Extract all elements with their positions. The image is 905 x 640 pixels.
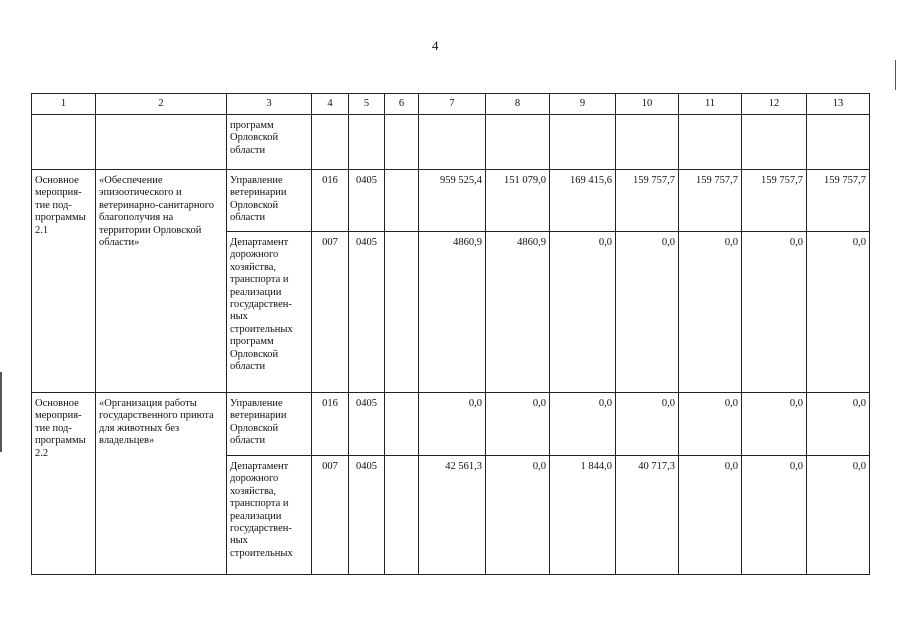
- value-cell: 159 757,7: [616, 170, 679, 232]
- value-cell: 0,0: [807, 456, 870, 575]
- value-cell: 0,0: [679, 456, 742, 575]
- cs-cell: [385, 456, 419, 575]
- value-cell: 0,0: [807, 393, 870, 456]
- value-cell: 0,0: [486, 456, 550, 575]
- event-cell: Основное мероприя-тие под-программы 2.1: [32, 170, 96, 393]
- cs-cell: [385, 232, 419, 393]
- table-cell: [486, 115, 550, 170]
- table-cell: [312, 115, 349, 170]
- column-header: 10: [616, 94, 679, 115]
- grbs-cell: 007: [312, 456, 349, 575]
- column-header: 4: [312, 94, 349, 115]
- executor-cell: программ Орловской области: [227, 115, 312, 170]
- column-header: 2: [96, 94, 227, 115]
- rz-cell: 0405: [349, 456, 385, 575]
- table-cell: [679, 115, 742, 170]
- value-cell: 159 757,7: [679, 170, 742, 232]
- column-header: 7: [419, 94, 486, 115]
- value-cell: 4860,9: [486, 232, 550, 393]
- grbs-cell: 007: [312, 232, 349, 393]
- event-title-cell: «Обеспечение эпизоотического и ветеринарно-санитарного благополучия на территории Орловской области»: [96, 170, 227, 393]
- table-cell: [349, 115, 385, 170]
- column-header: 6: [385, 94, 419, 115]
- value-cell: 0,0: [679, 232, 742, 393]
- table-row: [32, 170, 870, 232]
- grbs-cell: 016: [312, 393, 349, 456]
- column-header: 12: [742, 94, 807, 115]
- value-cell: 0,0: [550, 393, 616, 456]
- column-header: 1: [32, 94, 96, 115]
- value-cell: 0,0: [616, 232, 679, 393]
- executor-cell: Управление ветеринарии Орловской области: [227, 170, 312, 232]
- scan-edge-mark: [0, 372, 2, 452]
- value-cell: 0,0: [742, 393, 807, 456]
- table-row: [32, 115, 870, 170]
- value-cell: 40 717,3: [616, 456, 679, 575]
- value-cell: 151 079,0: [486, 170, 550, 232]
- value-cell: 959 525,4: [419, 170, 486, 232]
- column-header: 8: [486, 94, 550, 115]
- budget-table: [31, 93, 870, 575]
- value-cell: 169 415,6: [550, 170, 616, 232]
- column-header: 11: [679, 94, 742, 115]
- rz-cell: 0405: [349, 232, 385, 393]
- scan-edge-mark: [895, 60, 896, 90]
- page-number: 4: [432, 38, 439, 53]
- table-cell: [96, 115, 227, 170]
- value-cell: 0,0: [419, 393, 486, 456]
- value-cell: 0,0: [550, 232, 616, 393]
- value-cell: 0,0: [742, 232, 807, 393]
- value-cell: 42 561,3: [419, 456, 486, 575]
- value-cell: 4860,9: [419, 232, 486, 393]
- event-cell: Основное мероприя-тие под-программы 2.2: [32, 393, 96, 575]
- column-header: 13: [807, 94, 870, 115]
- table-cell: [385, 115, 419, 170]
- header-row: [32, 94, 870, 115]
- executor-cell: Управление ветеринарии Орловской области: [227, 393, 312, 456]
- table-row: [32, 393, 870, 456]
- value-cell: 0,0: [807, 232, 870, 393]
- event-title-cell: «Организация работы государственного приюта для животных без владельцев»: [96, 393, 227, 575]
- column-header: 9: [550, 94, 616, 115]
- value-cell: 0,0: [742, 456, 807, 575]
- cs-cell: [385, 393, 419, 456]
- value-cell: 0,0: [616, 393, 679, 456]
- executor-cell: Департамент дорожного хозяйства, транспорта и реализации государствен-ных строительных: [227, 456, 312, 575]
- table-cell: [616, 115, 679, 170]
- executor-cell: Департамент дорожного хозяйства, транспорта и реализации государствен-ных строительных программ Орловской области: [227, 232, 312, 393]
- value-cell: 0,0: [679, 393, 742, 456]
- grbs-cell: 016: [312, 170, 349, 232]
- rz-cell: 0405: [349, 170, 385, 232]
- column-header: 5: [349, 94, 385, 115]
- cs-cell: [385, 170, 419, 232]
- table-cell: [550, 115, 616, 170]
- value-cell: 159 757,7: [742, 170, 807, 232]
- value-cell: 0,0: [486, 393, 550, 456]
- rz-cell: 0405: [349, 393, 385, 456]
- column-header: 3: [227, 94, 312, 115]
- table-cell: [32, 115, 96, 170]
- table-cell: [742, 115, 807, 170]
- table-cell: [807, 115, 870, 170]
- table-cell: [419, 115, 486, 170]
- value-cell: 159 757,7: [807, 170, 870, 232]
- value-cell: 1 844,0: [550, 456, 616, 575]
